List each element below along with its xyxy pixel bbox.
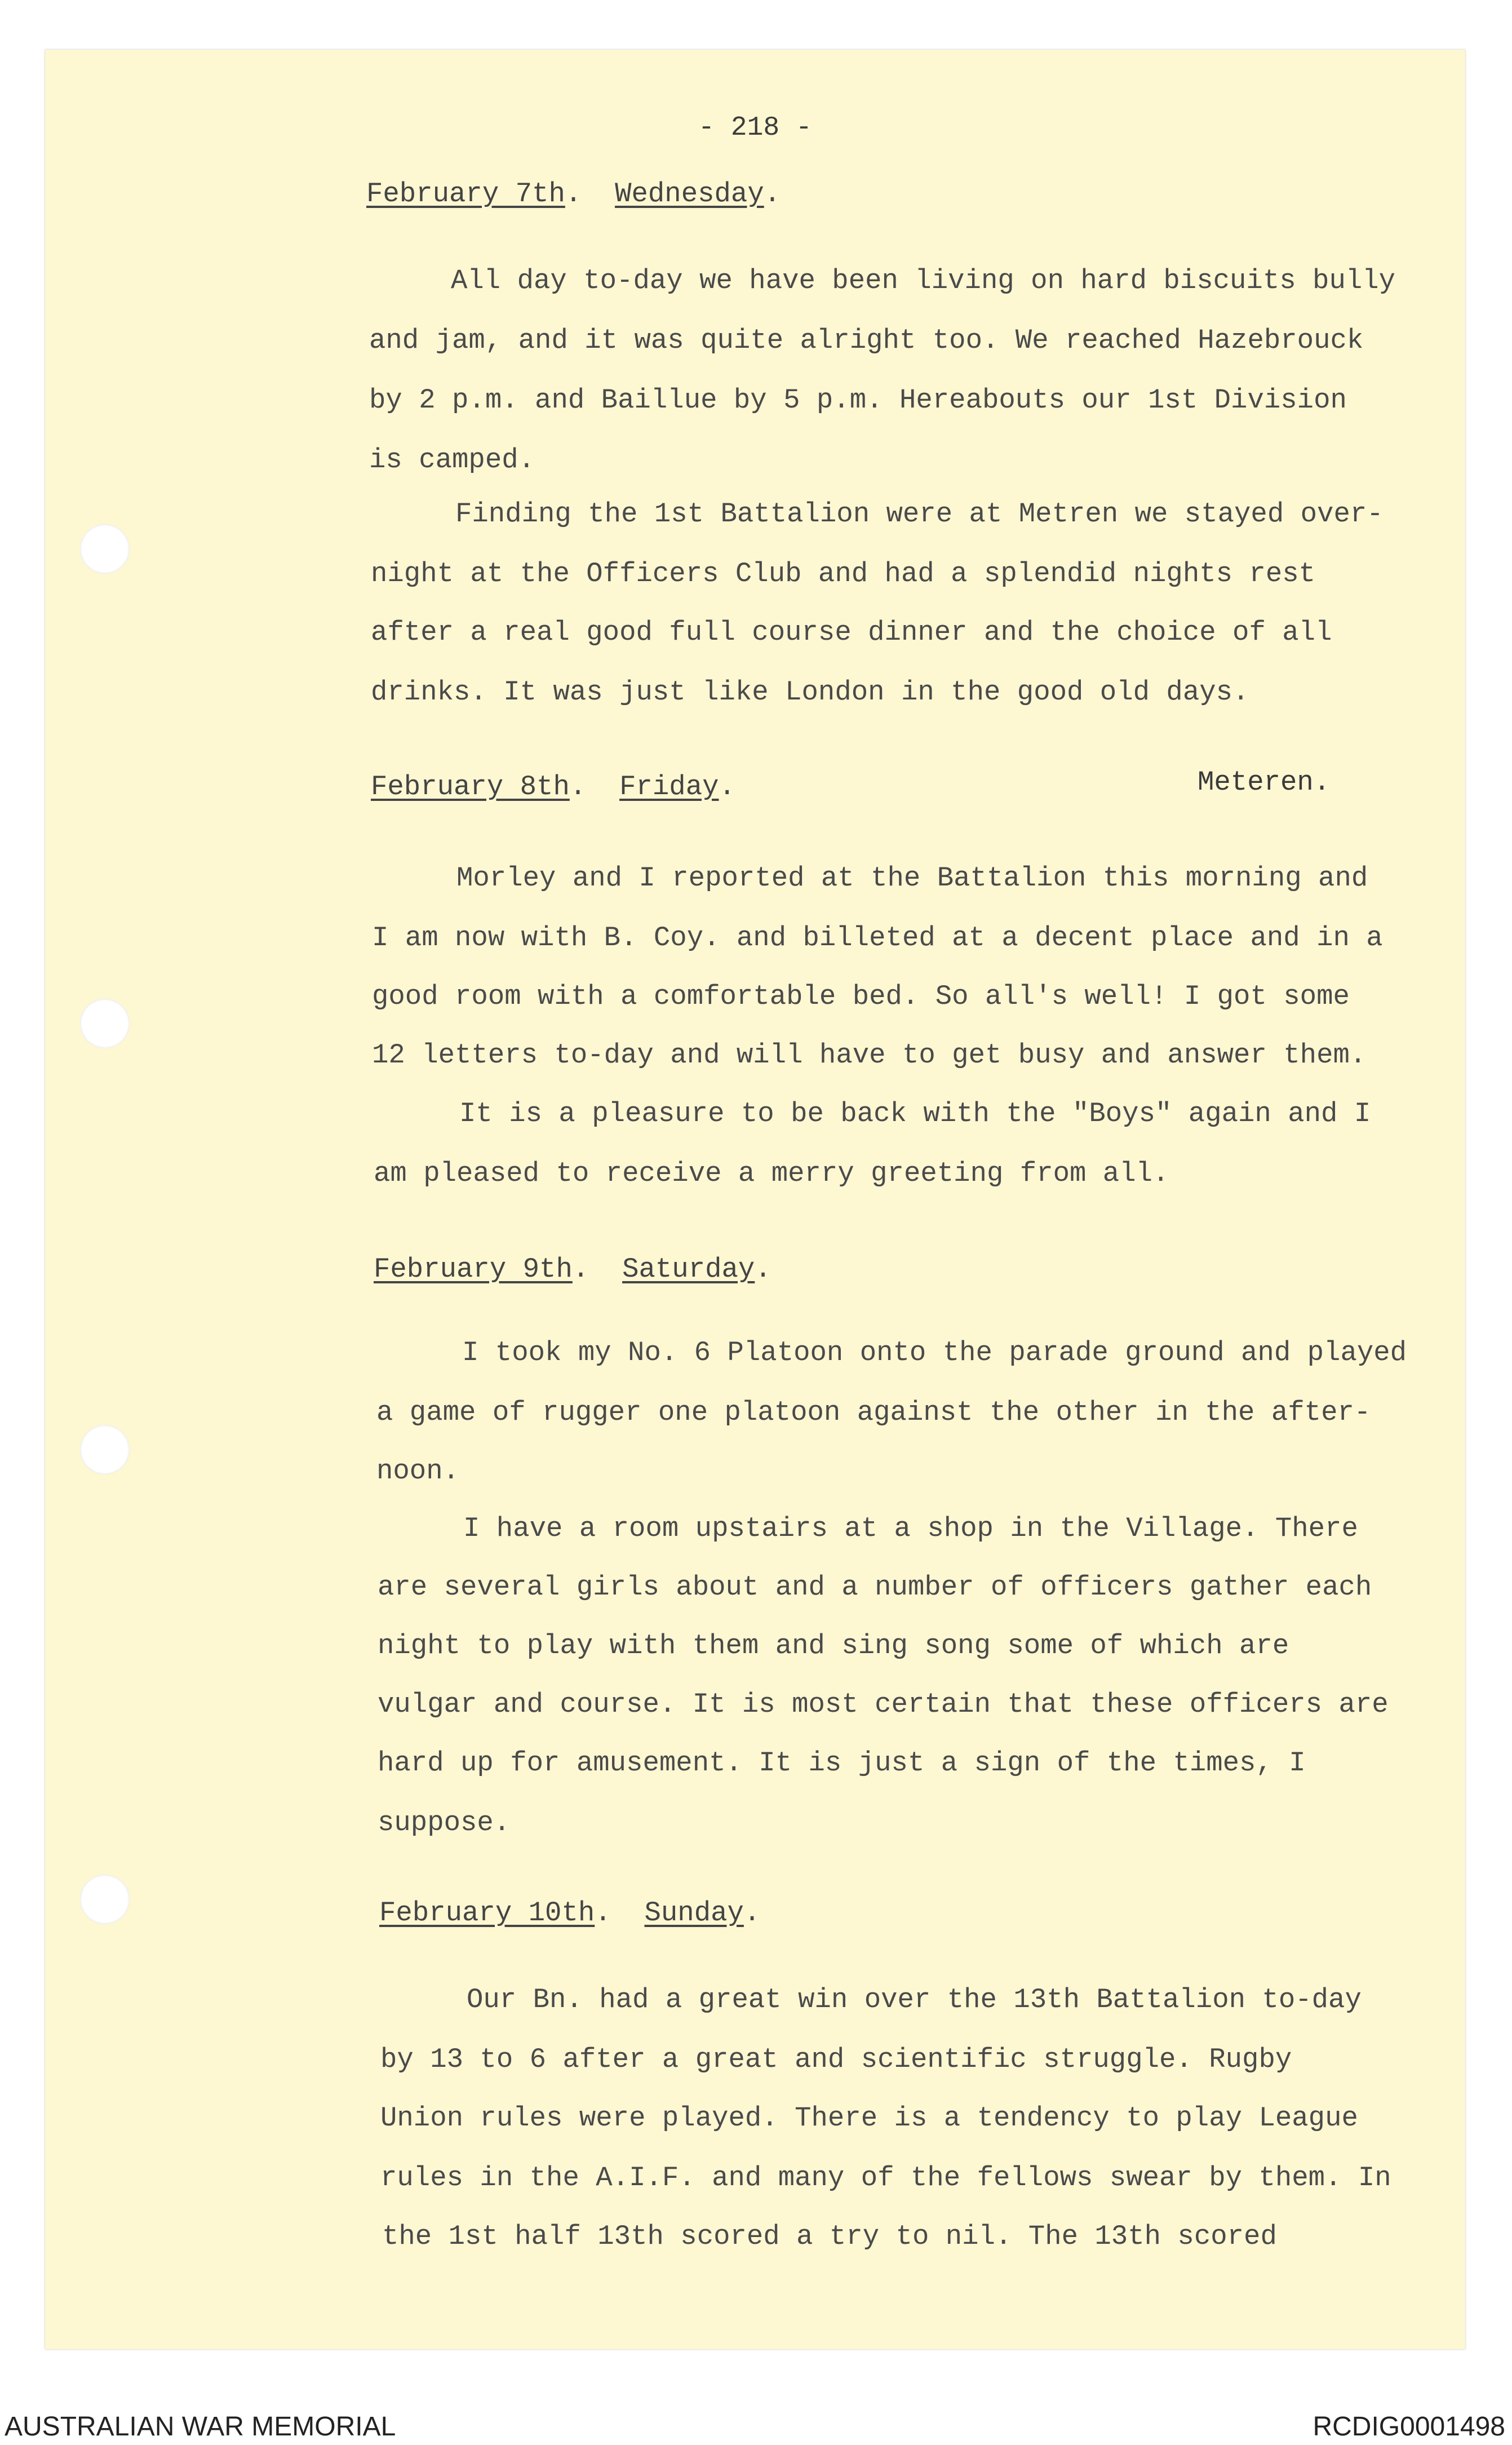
text-line: rules in the A.I.F. and many of the fellows swear by them. In — [380, 2162, 1391, 2194]
entry-day: Saturday — [622, 1253, 755, 1285]
text-line: noon. — [376, 1455, 460, 1487]
entry-date: February 9th — [374, 1253, 573, 1285]
text-line: drinks. It was just like London in the good old days. — [371, 676, 1249, 708]
text-line: am pleased to receive a merry greeting from all. — [374, 1158, 1169, 1189]
entry-date: February 10th — [379, 1897, 595, 1929]
page-number: - 218 - — [698, 113, 812, 143]
punch-hole — [80, 1425, 130, 1474]
text-line: I am now with B. Coy. and billeted at a decent place and in a — [372, 922, 1383, 954]
text-line: after a real good full course dinner and the choice of all — [371, 617, 1332, 648]
text-line: I have a room upstairs at a shop in the Village. There — [463, 1513, 1358, 1544]
text-line: night to play with them and sing song some of which are — [378, 1630, 1289, 1662]
text-line: I took my No. 6 Platoon onto the parade ground and played — [462, 1337, 1407, 1368]
punch-hole — [80, 999, 130, 1048]
punch-hole — [80, 1875, 130, 1924]
entry-heading: February 7th. Wednesday. — [366, 178, 781, 210]
text-line: is camped. — [369, 444, 535, 476]
entry-date: February 7th — [366, 178, 565, 210]
text-line: Finding the 1st Battalion were at Metren we stayed over- — [455, 498, 1384, 530]
punch-hole — [80, 524, 130, 574]
entry-heading: February 9th. Saturday. — [374, 1253, 771, 1285]
text-line: Morley and I reported at the Battalion this morning and — [456, 862, 1368, 894]
text-line: a game of rugger one platoon against the other in the after- — [376, 1397, 1371, 1428]
text-line: It is a pleasure to be back with the "Boys" again and I — [459, 1098, 1371, 1130]
archive-footer-right: RCDIG0001498 — [1313, 2412, 1505, 2442]
text-line: the 1st half 13th scored a try to nil. The 13th scored — [382, 2221, 1277, 2252]
text-line: 12 letters to-day and will have to get busy and answer them. — [372, 1039, 1367, 1071]
text-line: hard up for amusement. It is just a sign of the times, I — [378, 1747, 1306, 1779]
text-line: Union rules were played. There is a tendency to play League — [380, 2102, 1358, 2134]
text-line: by 2 p.m. and Baillue by 5 p.m. Hereabouts our 1st Division — [369, 384, 1347, 416]
entry-heading: February 8th. Friday. — [371, 771, 735, 803]
text-line: night at the Officers Club and had a splendid nights rest — [371, 558, 1316, 590]
entry-date: February 8th — [371, 771, 570, 803]
text-line: good room with a comfortable bed. So all's well! I got some — [372, 981, 1350, 1012]
entry-day: Wednesday — [615, 178, 764, 210]
text-line: by 13 to 6 after a great and scientific struggle. Rugby — [380, 2044, 1292, 2075]
document-page — [45, 50, 1465, 2349]
entry-heading: February 10th. Sunday. — [379, 1897, 761, 1929]
text-line: suppose. — [378, 1807, 511, 1839]
text-line: Our Bn. had a great win over the 13th Battalion to-day — [467, 1984, 1362, 2016]
text-line: vulgar and course. It is most certain that these officers are — [378, 1689, 1389, 1720]
entry-place: Meteren. — [1198, 767, 1331, 798]
text-line: are several girls about and a number of officers gather each — [378, 1571, 1372, 1603]
archive-footer-left: AUSTRALIAN WAR MEMORIAL — [5, 2412, 396, 2442]
text-line: All day to-day we have been living on hard biscuits bully — [451, 265, 1396, 296]
entry-day: Sunday — [644, 1897, 744, 1929]
text-line: and jam, and it was quite alright too. We reached Hazebrouck — [369, 325, 1364, 356]
entry-day: Friday — [619, 771, 719, 803]
